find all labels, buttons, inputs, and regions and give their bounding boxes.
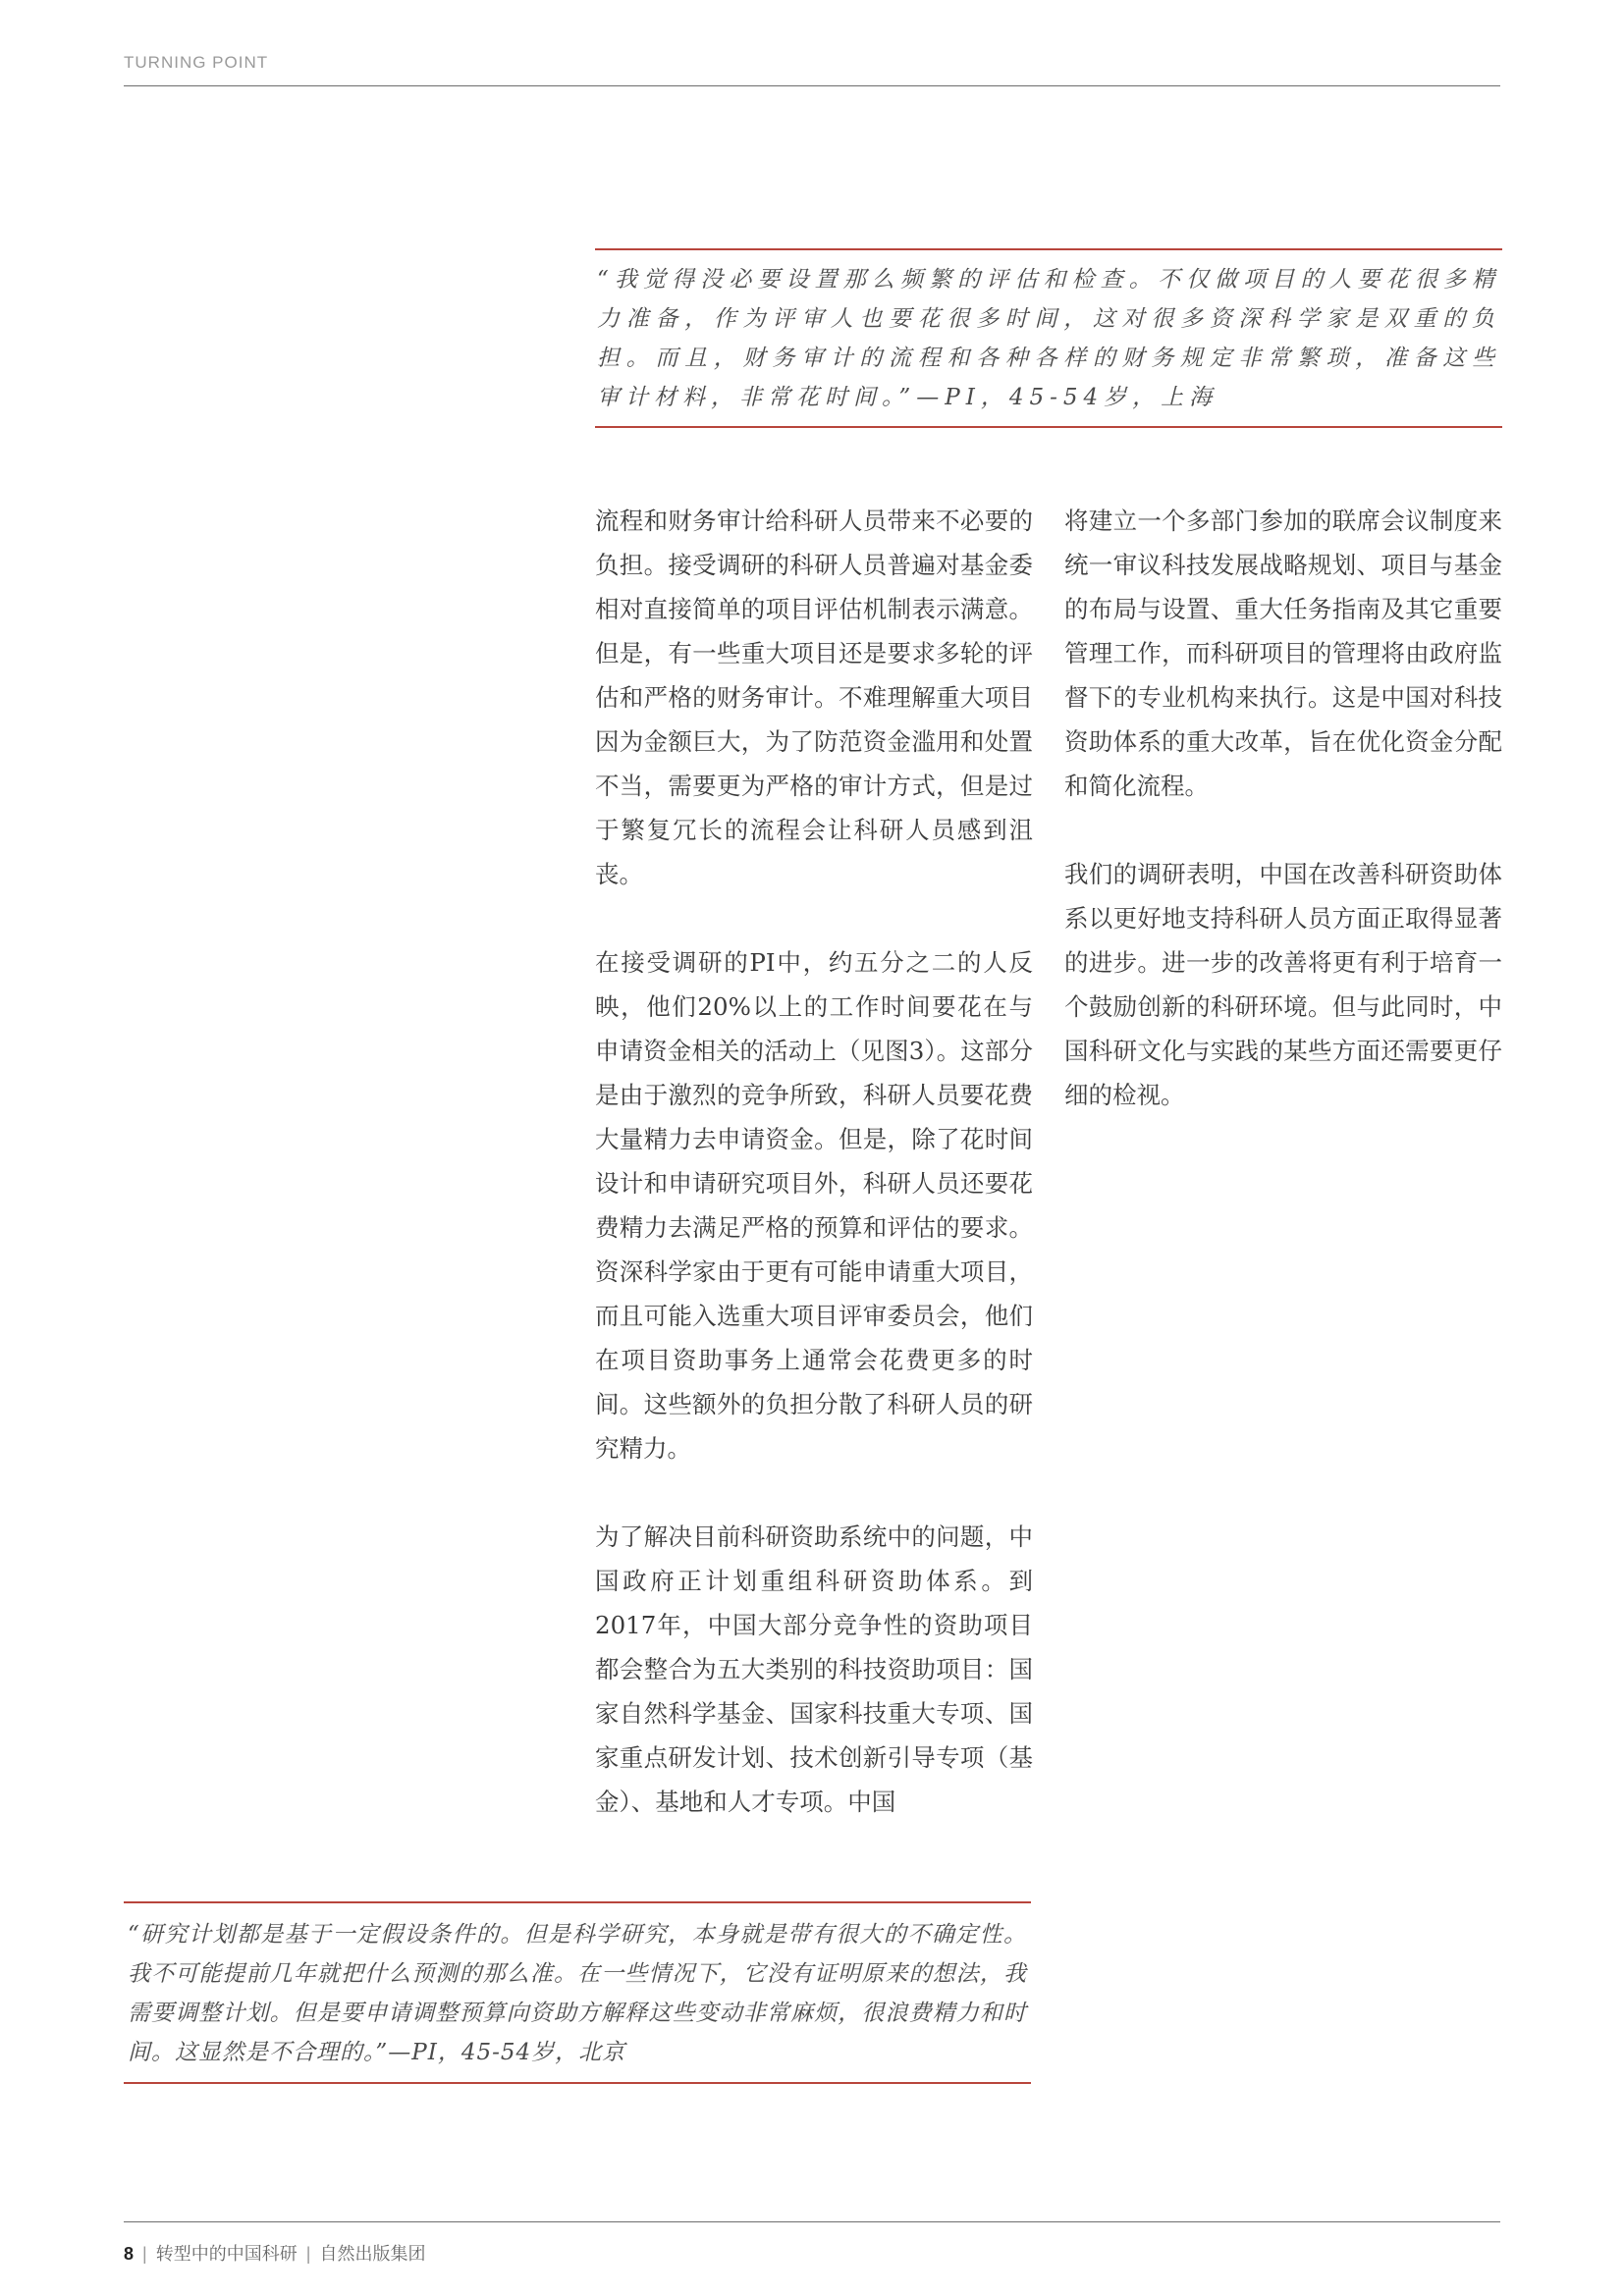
page-footer — [124, 2240, 425, 2266]
publisher-name: 自然出版集团 — [319, 2244, 426, 2264]
running-header: TURNING POINT — [124, 53, 269, 72]
header-rule — [124, 85, 1500, 86]
body-paragraph: 为了解决目前科研资助系统中的问题，中国政府正计划重组科研资助体系。到2017年，中国大部分竞争性的资助项目都会整合为五大类别的科技资助项目：国家自然科学基金、国家科技重大专项、国家重点研发计划、技术创新引导专项（基金）、基地和人才专项。中国 — [595, 1522, 1033, 1816]
pull-quote-text: “我觉得没必要设置那么频繁的评估和检查。不仅做项目的人要花很多精力准备，作为评审人也要花很多时间，这对很多资深科学家是双重的负担。而且，财务审计的流程和各种各样的财务规定非常繁琐，准备这些审计材料，非常花时间。”—PI，45-54岁，上海 — [597, 267, 1500, 410]
body-paragraph: 在接受调研的PI中，约五分之二的人反映，他们20%以上的工作时间要花在与申请资金相关的活动上（见图3）。这部分是由于激烈的竞争所致，科研人员要花费大量精力去申请资金。但是，除了花时间设计和申请研究项目外，科研人员还要花费精力去满足严格的预算和评估的要求。资深科学家由于更有可能申请重大项目，而且可能入选重大项目评审委员会，他们在项目资助事务上通常会花费更多的时间。这些额外的负担分散了科研人员的研究精力。 — [595, 948, 1033, 1463]
footer-separator: | — [142, 2244, 147, 2264]
body-paragraph: 流程和财务审计给科研人员带来不必要的负担。接受调研的科研人员普遍对基金委相对直接简单的项目评估机制表示满意。但是，有一些重大项目还是要求多轮的评估和严格的财务审计。不难理解重大项目因为金额巨大，为了防范资金滥用和处置不当，需要更为严格的审计方式，但是过于繁复冗长的流程会让科研人员感到沮丧。 — [595, 507, 1033, 888]
body-paragraph: 将建立一个多部门参加的联席会议制度来统一审议科技发展战略规划、项目与基金的布局与设置、重大任务指南及其它重要管理工作，而科研项目的管理将由政府监督下的专业机构来执行。这是中国对科技资助体系的重大改革，旨在优化资金分配和简化流程。 — [1064, 507, 1502, 800]
body-column-left — [595, 499, 1033, 1868]
page-number: 8 — [124, 2244, 135, 2264]
pull-quote-bottom — [124, 1901, 1031, 2084]
footer-rule — [124, 2221, 1500, 2222]
footer-separator: | — [305, 2244, 311, 2264]
pull-quote-text: “研究计划都是基于一定假设条件的。但是科学研究，本身就是带有很大的不确定性。我不可能提前几年就把什么预测的那么准。在一些情况下，它没有证明原来的想法，我需要调整计划。但是要申请调整预算向资助方解释这些变动非常麻烦，很浪费精力和时间。这显然是不合理的。”—PI，45-54岁，北京 — [128, 1922, 1027, 2065]
body-paragraph: 我们的调研表明，中国在改善科研资助体系以更好地支持科研人员方面正取得显著的进步。进一步的改善将更有利于培育一个鼓励创新的科研环境。但与此同时，中国科研文化与实践的某些方面还需要更仔细的检视。 — [1064, 860, 1502, 1109]
publication-title: 转型中的中国科研 — [155, 2244, 298, 2264]
body-column-right — [1064, 499, 1502, 1161]
pull-quote-top — [595, 248, 1502, 428]
